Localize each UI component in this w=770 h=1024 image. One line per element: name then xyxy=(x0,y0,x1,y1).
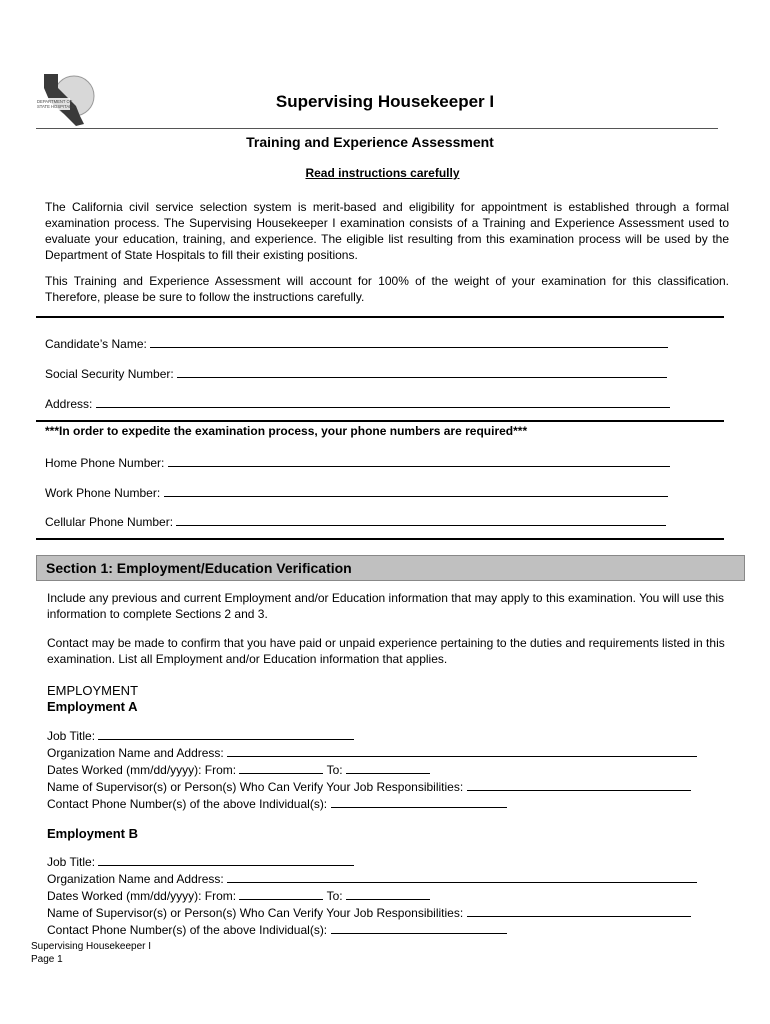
supervisor-label: Name of Supervisor(s) or Person(s) Who Can Verify Your Job Responsibilities: xyxy=(47,906,464,920)
employment-a-from-input[interactable] xyxy=(239,761,323,774)
document-title: Supervising Housekeeper I xyxy=(275,92,495,111)
employment-b-dates xyxy=(47,887,430,903)
section1-divider xyxy=(36,538,724,540)
ssn-label: Social Security Number: xyxy=(45,367,174,381)
document-subtitle: Training and Experience Assessment xyxy=(246,134,494,150)
job-title-label: Job Title: xyxy=(47,855,96,869)
employment-b-supervisor-input[interactable] xyxy=(467,904,691,917)
contact-label: Contact Phone Number(s) of the above Individual(s): xyxy=(47,923,328,937)
job-title-label: Job Title: xyxy=(47,729,96,743)
home-phone-input[interactable] xyxy=(168,454,670,467)
svg-text:STATE HOSPITALS: STATE HOSPITALS xyxy=(37,104,75,109)
intro-paragraph-1: The California civil service selection system is merit-based and eligibility for appointment is established through a formal examination process. The Supervising Housekeeper I examination consists of a Training and Experience Assessment used to evaluate your education, training, and experience. The eligible list resulting from this examination process will be used by the Department of State Hospitals to fill their existing positions. xyxy=(45,200,729,262)
employment-a-to-input[interactable] xyxy=(346,761,430,774)
ssn-input[interactable] xyxy=(177,365,667,378)
dates-to-label: To: xyxy=(326,889,343,903)
employment-a-organization-input[interactable] xyxy=(227,744,697,757)
employment-b-job-title xyxy=(47,853,354,869)
employment-a-organization xyxy=(47,744,697,760)
employment-b-to-input[interactable] xyxy=(346,887,430,900)
cell-phone-input[interactable] xyxy=(176,513,666,526)
dates-from-label: Dates Worked (mm/dd/yyyy): From: xyxy=(47,763,237,777)
dates-from-label: Dates Worked (mm/dd/yyyy): From: xyxy=(47,889,237,903)
section-divider xyxy=(36,316,724,318)
employment-b-supervisor xyxy=(47,904,691,920)
section1-paragraph-1: Include any previous and current Employment and/or Education information that may apply to this examination. You will use this information to complete Sections 2 and 3. xyxy=(47,591,725,621)
candidate-name-input[interactable] xyxy=(150,335,668,348)
employment-label: EMPLOYMENT xyxy=(47,683,139,698)
section1-paragraph-2: Contact may be made to confirm that you have paid or unpaid experience pertaining to the duties and requirements listed in this examination. List all Employment and/or Education information that applies. xyxy=(47,636,725,666)
cell-phone-label: Cellular Phone Number: xyxy=(45,515,174,529)
supervisor-label: Name of Supervisor(s) or Person(s) Who Can Verify Your Job Responsibilities: xyxy=(47,780,464,794)
employment-a-job-title-input[interactable] xyxy=(98,727,354,740)
work-phone-input[interactable] xyxy=(164,484,668,497)
contact-label: Contact Phone Number(s) of the above Individual(s): xyxy=(47,797,328,811)
home-phone-label: Home Phone Number: xyxy=(45,456,165,470)
svg-text:DEPARTMENT OF: DEPARTMENT OF xyxy=(37,99,73,104)
phone-divider xyxy=(36,420,724,422)
section1-title: Section 1: Employment/Education Verification xyxy=(46,560,352,576)
cell-phone-field xyxy=(45,513,666,529)
candidate-name-label: Candidate’s Name: xyxy=(45,337,147,351)
employment-a-supervisor xyxy=(47,778,691,794)
organization-label: Organization Name and Address: xyxy=(47,872,224,886)
employment-a-job-title xyxy=(47,727,354,743)
employment-b-organization xyxy=(47,870,697,886)
footer-doc-title: Supervising Housekeeper I xyxy=(31,941,152,952)
employment-a-supervisor-input[interactable] xyxy=(467,778,691,791)
employment-b-organization-input[interactable] xyxy=(227,870,697,883)
read-instructions-note: Read instructions carefully xyxy=(305,166,460,180)
employment-b-job-title-input[interactable] xyxy=(98,853,354,866)
employment-a-heading: Employment A xyxy=(47,699,138,714)
title-divider xyxy=(36,128,718,129)
footer-page-number: Page 1 xyxy=(31,954,63,965)
address-input[interactable] xyxy=(96,395,670,408)
intro-paragraph-2: This Training and Experience Assessment will account for 100% of the weight of your examination for this classification. Therefore, please be sure to follow the instructions carefully. xyxy=(45,274,729,304)
employment-b-contact xyxy=(47,921,507,937)
employment-b-contact-input[interactable] xyxy=(331,921,507,934)
organization-label: Organization Name and Address: xyxy=(47,746,224,760)
work-phone-field xyxy=(45,484,668,500)
employment-b-heading: Employment B xyxy=(47,826,139,841)
employment-a-contact xyxy=(47,795,507,811)
employment-b-from-input[interactable] xyxy=(239,887,323,900)
dates-to-label: To: xyxy=(326,763,343,777)
candidate-name-field xyxy=(45,335,668,351)
employment-a-contact-input[interactable] xyxy=(331,795,507,808)
address-label: Address: xyxy=(45,397,93,411)
home-phone-field xyxy=(45,454,670,470)
employment-a-dates xyxy=(47,761,430,777)
address-field xyxy=(45,395,670,411)
phone-required-notice: ***In order to expedite the examination process, your phone numbers are required*** xyxy=(45,424,528,438)
work-phone-label: Work Phone Number: xyxy=(45,486,161,500)
ssn-field xyxy=(45,365,667,381)
